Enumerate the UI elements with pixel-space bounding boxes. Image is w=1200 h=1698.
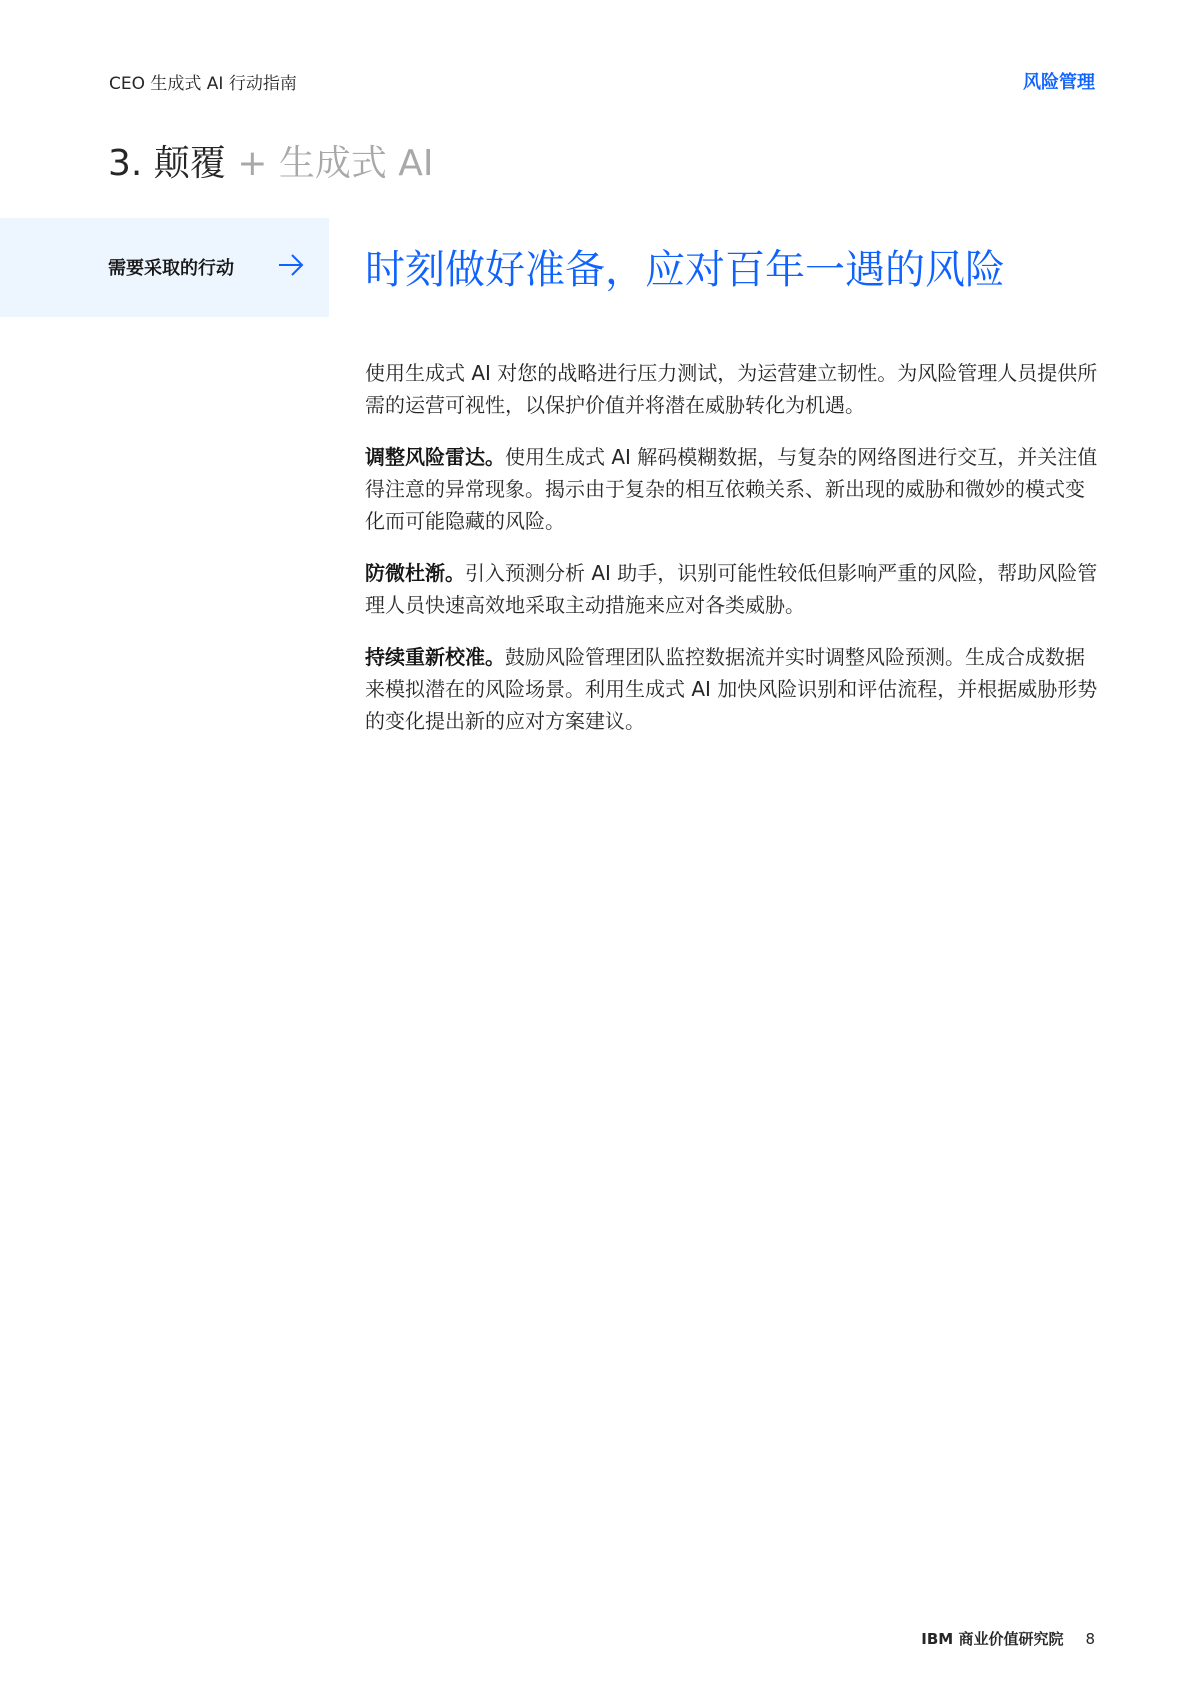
main-heading: 时刻做好准备，应对百年一遇的风险 — [365, 247, 1005, 293]
arrow-right-icon — [276, 250, 306, 280]
paragraph-text: 引入预测分析 AI 助手，识别可能性较低但影响严重的风险，帮助风险管理人员快速高效地采取主动措施来应对各类威胁。 — [365, 561, 1098, 617]
page-number: 8 — [1085, 1630, 1095, 1648]
action-callout — [0, 218, 329, 317]
paragraph-lead: 防微杜渐。 — [365, 561, 465, 585]
section-label: 风险管理 — [1023, 72, 1095, 93]
section-title — [108, 140, 434, 188]
page-footer — [921, 1628, 1095, 1649]
paragraph-lead: 持续重新校准。 — [365, 645, 505, 669]
paragraph-risk-radar — [365, 441, 1100, 537]
paragraph-text: 鼓励风险管理团队监控数据流并实时调整风险预测。生成合成数据来模拟潜在的风险场景。利用生成式 AI 加快风险识别和评估流程，并根据威胁形势的变化提出新的应对方案建议。 — [365, 645, 1098, 733]
paragraph-prevention — [365, 557, 1100, 621]
paragraph-lead: 调整风险雷达。 — [365, 445, 505, 469]
paragraph-recalibrate — [365, 641, 1100, 737]
paragraph-text: 使用生成式 AI 对您的战略进行压力测试，为运营建立韧性。为风险管理人员提供所需的运营可视性，以保护价值并将潜在威胁转化为机遇。 — [365, 361, 1098, 417]
section-title-suffix: + 生成式 AI — [225, 143, 434, 184]
document-title: CEO 生成式 AI 行动指南 — [109, 74, 297, 94]
section-title-number: 3. 颠覆 — [108, 143, 226, 184]
body-content — [365, 357, 1100, 757]
footer-brand: IBM 商业价值研究院 — [921, 1630, 1064, 1648]
paragraph-text: 使用生成式 AI 解码模糊数据，与复杂的网络图进行交互，并关注值得注意的异常现象。揭示由于复杂的相互依赖关系、新出现的威胁和微妙的模式变化而可能隐藏的风险。 — [365, 445, 1098, 533]
action-label: 需要采取的行动 — [108, 258, 234, 279]
paragraph-intro — [365, 357, 1100, 421]
